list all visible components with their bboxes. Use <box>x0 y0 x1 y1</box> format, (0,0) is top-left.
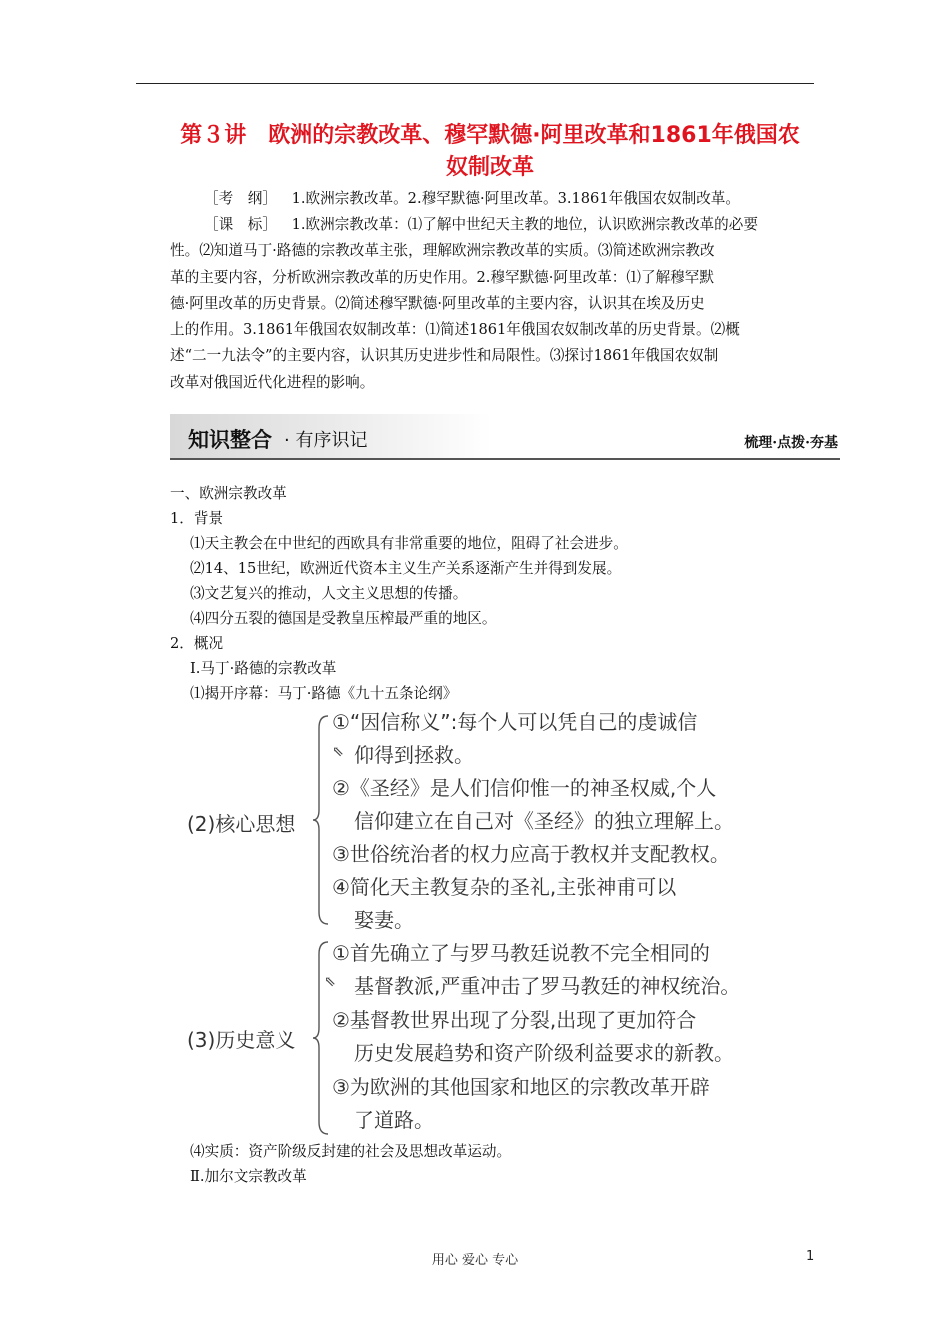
banner-title: 知识整合 <box>188 428 272 452</box>
kebiao-tag: ［课 标］ <box>204 216 277 233</box>
kebiao-line: 述“二一九法令”的主要内容，认识其历史进步性和局限性。⑶探讨1861年俄国农奴制 <box>170 347 719 365</box>
kebiao-line: 德·阿里改革的历史背景。⑵简述穆罕默德·阿里改革的主要内容，认识其在埃及历史 <box>170 294 705 312</box>
core-idea-line: ④简化天主教复杂的圣礼,主张神甫可以 <box>332 875 677 899</box>
section-heading: 一、欧洲宗教改革 <box>170 485 287 502</box>
significance-brace <box>312 940 330 1136</box>
core-idea-line: 仰得到拯救。 <box>354 743 474 767</box>
body-line: ⑴揭开序幕：马丁·路德《九十五条论纲》 <box>190 685 458 702</box>
kaogang-paragraph <box>170 186 818 212</box>
significance-line: 历史发展趋势和资产阶级利益要求的新教。 <box>354 1041 734 1065</box>
significance-line: ③为欧洲的其他国家和地区的宗教改革开辟 <box>332 1075 710 1099</box>
cursor-arrow-icon: ⇖ <box>324 974 336 990</box>
subsection-heading: Ⅰ.马丁·路德的宗教改革 <box>190 660 337 677</box>
kaogang-tag: ［考 纲］ <box>204 190 277 207</box>
body-line: ⑵14、15世纪，欧洲近代资本主义生产关系逐渐产生并得到发展。 <box>190 560 622 577</box>
cursor-arrow-icon: ⇖ <box>332 744 344 760</box>
body-line: ⑶文艺复兴的推动，人文主义思想的传播。 <box>190 585 468 602</box>
core-idea-line: ①“因信称义”:每个人可以凭自己的虔诚信 <box>332 710 698 734</box>
core-idea-line: 娶妻。 <box>354 908 414 932</box>
significance-line: ①首先确立了与罗马教廷说教不完全相同的 <box>332 941 710 965</box>
subsection-heading: Ⅱ.加尔文宗教改革 <box>190 1168 307 1185</box>
subheading: 1．背景 <box>170 510 224 527</box>
significance-line: 了道路。 <box>354 1108 434 1132</box>
kebiao-line: 革的主要内容，分析欧洲宗教改革的历史作用。2.穆罕默德·阿里改革：⑴了解穆罕默 <box>170 268 714 286</box>
kebiao-line: 1.欧洲宗教改革：⑴了解中世纪天主教的地位，认识欧洲宗教改革的必要 <box>291 216 758 233</box>
banner-right-text: 梳理·点拨·夯基 <box>744 435 838 451</box>
significance-line: ②基督教世界出现了分裂,出现了更加符合 <box>332 1008 697 1032</box>
lesson-title <box>150 120 830 184</box>
kebiao-line: 改革对俄国近代化进程的影响。 <box>170 373 375 391</box>
banner-rule <box>170 458 840 460</box>
page-number: 1 <box>806 1249 815 1264</box>
body-line: ⑴天主教会在中世纪的西欧具有非常重要的地位，阻碍了社会进步。 <box>190 535 628 552</box>
core-ideas-label: (2)核心思想 <box>187 812 296 836</box>
lesson-title-line1: 第３讲 欧洲的宗教改革、穆罕默德·阿里改革和1861年俄国农 <box>180 123 800 148</box>
page-footer: 用心 爱心 专心 <box>431 1253 519 1268</box>
core-idea-line: ②《圣经》是人们信仰惟一的神圣权威,个人 <box>332 776 717 800</box>
banner-subtitle: · 有序识记 <box>284 430 368 451</box>
kebiao-line: 上的作用。3.1861年俄国农奴制改革：⑴简述1861年俄国农奴制改革的历史背景。⑵概 <box>170 321 740 339</box>
core-idea-line: ③世俗统治者的权力应高于教权并支配教权。 <box>332 842 730 866</box>
subheading: 2．概况 <box>170 635 224 652</box>
significance-line: 基督教派,严重冲击了罗马教廷的神权统治。 <box>354 974 741 998</box>
body-line: ⑷四分五裂的德国是受教皇压榨最严重的地区。 <box>190 610 497 627</box>
kebiao-line: 性。⑵知道马丁·路德的宗教改革主张，理解欧洲宗教改革的实质。⑶简述欧洲宗教改 <box>170 242 715 260</box>
significance-label: (3)历史意义 <box>187 1028 296 1052</box>
kaogang-text: 1.欧洲宗教改革。2.穆罕默德·阿里改革。3.1861年俄国农奴制改革。 <box>291 190 740 207</box>
core-idea-line: 信仰建立在自己对《圣经》的独立理解上。 <box>354 809 734 833</box>
kebiao-paragraph <box>170 212 818 396</box>
section-banner <box>170 414 840 460</box>
header-rule <box>136 83 814 84</box>
body-line: ⑷实质：资产阶级反封建的社会及思想改革运动。 <box>190 1143 512 1160</box>
lesson-title-line2: 奴制改革 <box>445 155 534 180</box>
core-ideas-brace <box>312 714 330 926</box>
